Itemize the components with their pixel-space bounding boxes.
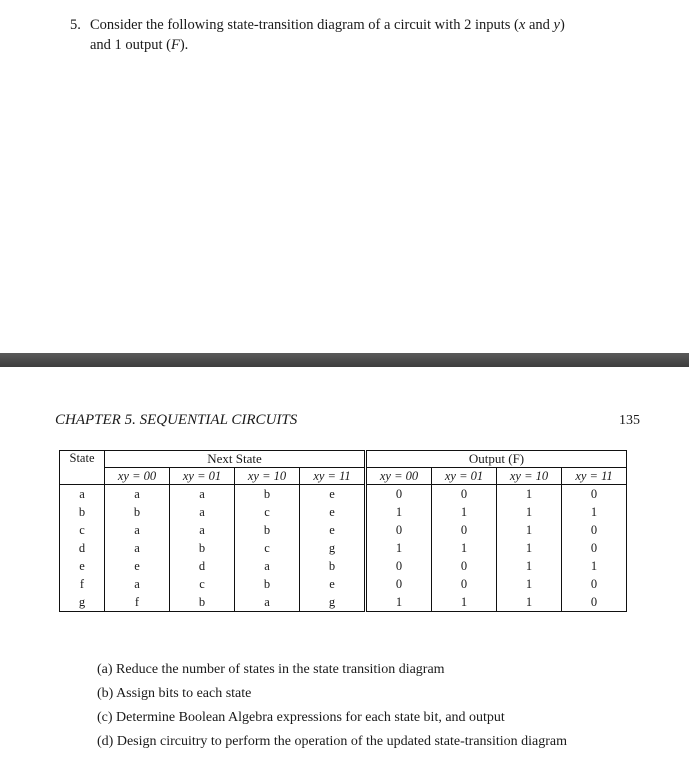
- output-cell: 0: [432, 575, 497, 593]
- table-row: [60, 503, 627, 521]
- output-cell: 1: [562, 503, 627, 521]
- output-cell: 1: [497, 503, 562, 521]
- next-state-cell: a: [170, 503, 235, 521]
- output-cell: 0: [366, 521, 432, 539]
- part-item: [97, 706, 567, 730]
- output-cell: 0: [366, 485, 432, 504]
- next-state-cell: b: [235, 575, 300, 593]
- part-text: Determine Boolean Algebra expressions for each state bit, and output: [116, 710, 505, 725]
- next-state-cell: a: [134, 522, 140, 537]
- next-state-cell: g: [300, 593, 366, 612]
- part-item: [97, 658, 567, 682]
- next-state-cell: f: [134, 594, 140, 609]
- part-text: Design circuitry to perform the operation of the updated state-transition diagram: [116, 734, 568, 749]
- output-col-header: xy = 00: [366, 468, 432, 485]
- question-number: 5.: [70, 17, 81, 33]
- next-state-cell: b: [170, 593, 235, 612]
- part-label: (d): [97, 734, 114, 749]
- output-cell: 0: [432, 521, 497, 539]
- output-cell: 1: [366, 503, 432, 521]
- output-cell: 1: [562, 557, 627, 575]
- table-row: [60, 521, 627, 539]
- next-state-col-header: xy = 10: [235, 468, 300, 485]
- next-state-cell: e: [300, 575, 366, 593]
- state-cell: f: [60, 575, 105, 593]
- next-state-cell: b: [133, 504, 141, 519]
- question-line-1: Consider the following state-transition diagram of a circuit with 2 inputs (x and y): [90, 17, 565, 33]
- next-state-cell: a: [134, 576, 140, 591]
- next-state-cell: b: [235, 521, 300, 539]
- next-state-col-header: xy = 11: [300, 468, 366, 485]
- output-cell: 0: [562, 521, 627, 539]
- table-row: [60, 485, 627, 504]
- part-item: [97, 682, 567, 706]
- output-cell: 1: [497, 521, 562, 539]
- state-cell: b: [60, 503, 105, 521]
- state-cell: d: [60, 539, 105, 557]
- output-cell: 1: [497, 575, 562, 593]
- table-row: [60, 557, 627, 575]
- part-text: Reduce the number of states in the state transition diagram: [116, 662, 445, 677]
- next-state-cell: a: [105, 485, 170, 504]
- table-row: [60, 539, 627, 557]
- output-cell: 1: [497, 485, 562, 504]
- state-cell: a: [60, 485, 105, 504]
- next-state-cell: a: [134, 540, 140, 555]
- part-text: Assign bits to each state: [116, 686, 252, 701]
- next-state-cell: e: [300, 485, 366, 504]
- output-col-header: xy = 10: [497, 468, 562, 485]
- output-cell: 1: [497, 539, 562, 557]
- table-row: [60, 593, 627, 612]
- output-cell: 1: [366, 539, 432, 557]
- next-state-cell: a: [170, 521, 235, 539]
- output-cell: 1: [366, 593, 432, 612]
- next-state-header: Next State: [207, 451, 262, 466]
- next-state-cell: a: [170, 485, 235, 504]
- state-cell: e: [60, 557, 105, 575]
- parts-list: [97, 658, 567, 754]
- output-cell: 1: [497, 557, 562, 575]
- next-state-cell: b: [300, 557, 366, 575]
- output-cell: 1: [497, 593, 562, 612]
- next-state-col-header: xy = 00: [105, 468, 170, 485]
- next-state-cell: g: [300, 539, 366, 557]
- output-cell: 0: [366, 575, 432, 593]
- next-state-cell: e: [300, 503, 366, 521]
- question-line-2: and 1 output (F).: [90, 37, 189, 53]
- next-state-cell: a: [235, 593, 300, 612]
- output-cell: 1: [432, 503, 497, 521]
- part-label: (c): [97, 710, 113, 725]
- output-col-header: xy = 11: [562, 468, 627, 485]
- state-table: [59, 450, 627, 612]
- part-item: [97, 730, 567, 754]
- output-cell: 1: [432, 539, 497, 557]
- output-cell: 1: [432, 593, 497, 612]
- state-cell: g: [60, 593, 105, 612]
- state-cell: c: [60, 521, 105, 539]
- next-state-cell: c: [235, 539, 300, 557]
- output-cell: 0: [366, 557, 432, 575]
- question-text: [70, 15, 660, 55]
- output-cell: 0: [432, 557, 497, 575]
- chapter-header: CHAPTER 5. SEQUENTIAL CIRCUITS: [55, 412, 298, 428]
- output-cell: 0: [562, 575, 627, 593]
- next-state-cell: e: [134, 558, 140, 573]
- part-label: (b): [97, 686, 114, 701]
- part-label: (a): [97, 662, 113, 677]
- table-row: [60, 575, 627, 593]
- output-header: Output (F): [366, 451, 627, 468]
- next-state-cell: c: [235, 503, 300, 521]
- output-col-header: xy = 01: [432, 468, 497, 485]
- next-state-cell: b: [235, 485, 300, 504]
- next-state-cell: b: [170, 539, 235, 557]
- next-state-cell: d: [170, 557, 235, 575]
- output-cell: 0: [562, 593, 627, 612]
- page-divider: [0, 353, 689, 367]
- next-state-col-header: xy = 01: [170, 468, 235, 485]
- state-table-container: [59, 450, 627, 612]
- output-cell: 0: [562, 539, 627, 557]
- next-state-cell: e: [300, 521, 366, 539]
- output-cell: 0: [562, 485, 627, 504]
- page-number: 135: [619, 413, 640, 428]
- next-state-cell: a: [235, 557, 300, 575]
- state-header: State: [60, 451, 105, 485]
- output-cell: 0: [432, 485, 497, 504]
- next-state-cell: c: [170, 575, 235, 593]
